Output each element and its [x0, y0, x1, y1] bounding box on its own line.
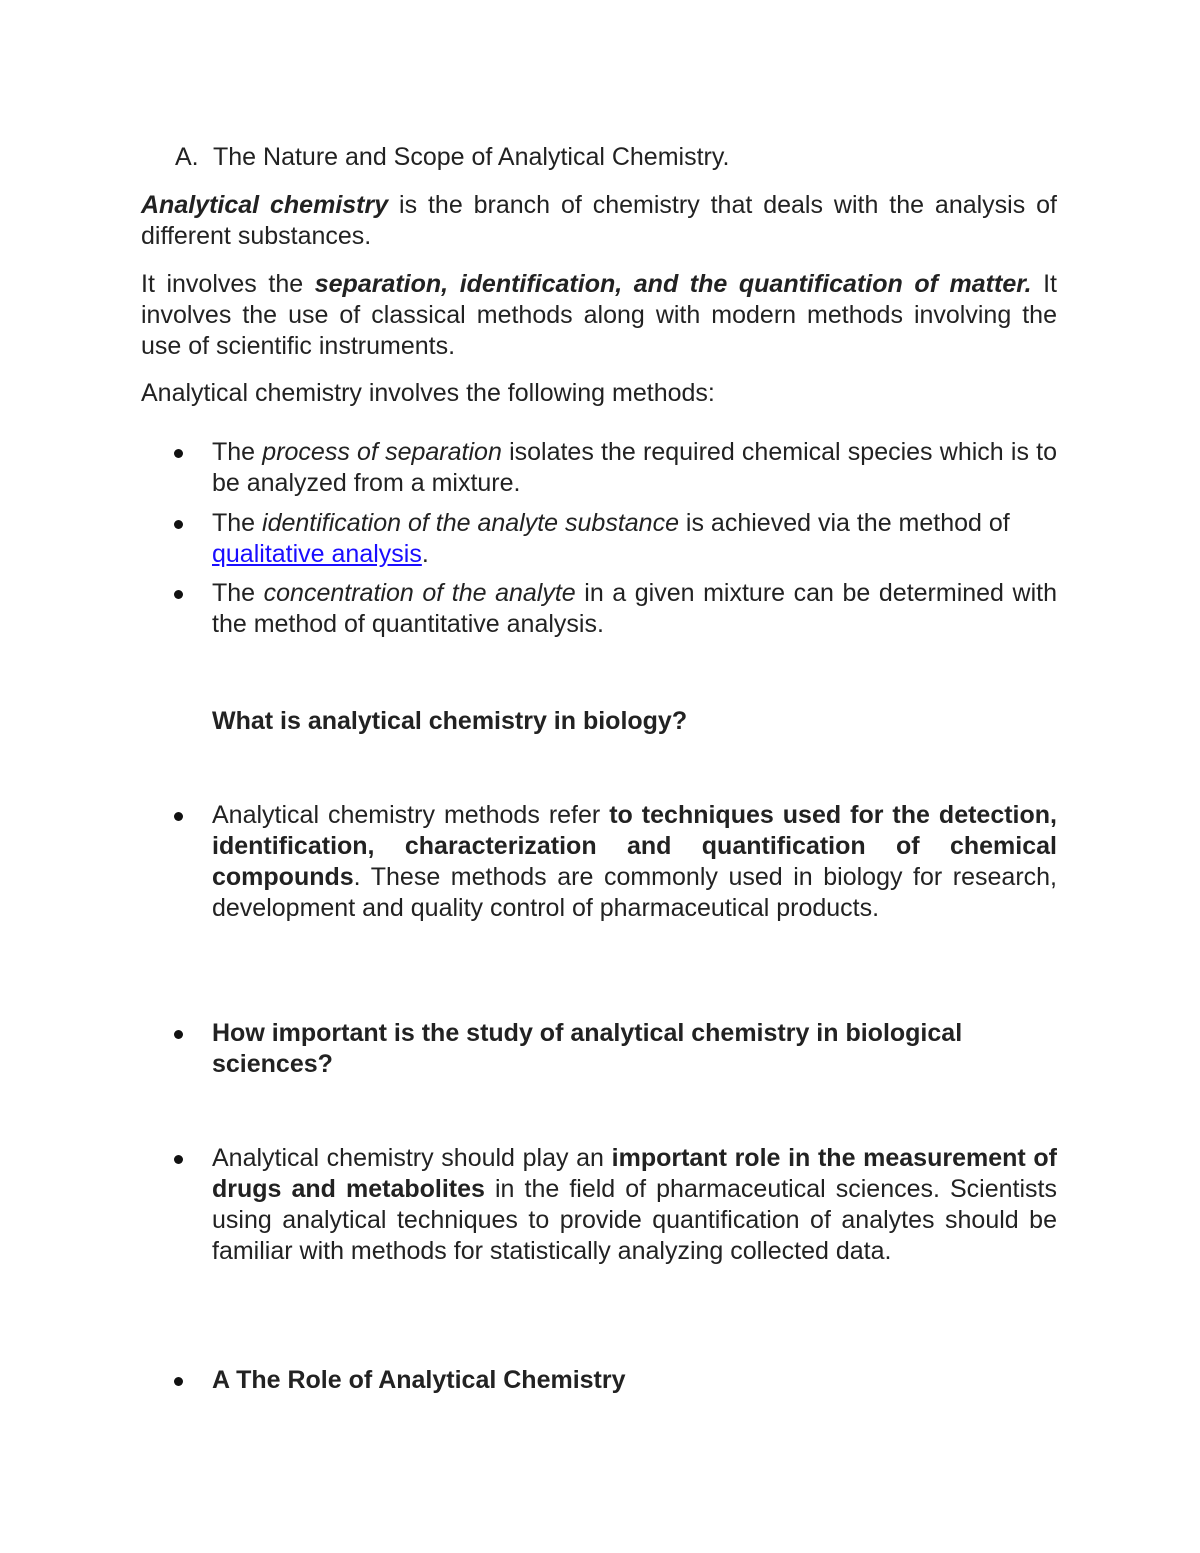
definition-paragraph — [141, 190, 1057, 252]
scope-rest: It involves the use of classical methods along with modern methods involving the use of scientific instruments. — [141, 270, 1058, 360]
defined-term: Analytical chemistry — [141, 191, 389, 219]
method-mid: is achieved via the method of — [678, 509, 1010, 537]
methods-intro: Analytical chemistry involves the following methods: — [141, 379, 715, 407]
bullet-icon — [174, 520, 183, 529]
answer-bold: to techniques used for the detection, identification, characterization and quantification of chemical compounds — [212, 801, 1057, 891]
final-heading-item — [212, 1365, 1057, 1396]
scope-emphasis: separation, identification, and the quantification of matter. — [314, 270, 1032, 298]
method-item-separation — [212, 437, 1057, 499]
section-title-text: The Nature and Scope of Analytical Chemistry. — [213, 143, 730, 171]
definition-text: is the branch of chemistry that deals with the analysis of different substances. — [141, 191, 1057, 250]
answer-rest: . These methods are commonly used in biology for research, development and quality control of pharmaceutical products. — [212, 863, 1057, 922]
bullet-icon — [174, 1030, 183, 1039]
method-emphasis: identification of the analyte substance — [262, 509, 679, 537]
final-heading-text: A The Role of Analytical Chemistry — [212, 1366, 626, 1394]
method-lead: The — [212, 579, 264, 607]
qualitative-analysis-link[interactable]: qualitative analysis — [212, 540, 422, 568]
bullet-icon — [174, 449, 183, 458]
question-item-importance — [212, 1018, 1057, 1080]
scope-lead: It involves the — [141, 270, 315, 298]
question-importance-text: How important is the study of analytical chemistry in biological sciences? — [212, 1019, 963, 1078]
answer-lead: Analytical chemistry should play an — [212, 1144, 612, 1172]
method-emphasis: concentration of the analyte — [263, 579, 576, 607]
answer-item-biology — [212, 800, 1057, 924]
method-lead: The — [212, 509, 263, 537]
method-rest: in a given mixture can be determined with the method of quantitative analysis. — [212, 579, 1057, 638]
section-marker: A. — [175, 143, 199, 171]
answer-lead: Analytical chemistry methods refer — [212, 801, 610, 829]
method-rest: isolates the required chemical species which is to be analyzed from a mixture. — [212, 438, 1058, 497]
bullet-icon — [174, 1155, 183, 1164]
bullet-icon — [174, 812, 183, 821]
answer-bold: important role in the measurement of drugs and metabolites — [212, 1144, 1057, 1203]
method-end: . — [421, 540, 429, 568]
question-heading-biology: What is analytical chemistry in biology? — [212, 707, 688, 735]
bullet-icon — [174, 590, 183, 599]
scope-paragraph — [141, 269, 1057, 362]
bullet-icon — [174, 1377, 183, 1386]
answer-item-importance — [212, 1143, 1057, 1267]
method-emphasis: process of separation — [262, 438, 502, 466]
method-item-identification — [212, 508, 1057, 570]
answer-rest: in the field of pharmaceutical sciences. Scientists using analytical techniques to provide quantification of analytes should be familiar with methods for statistically analyzing collected data. — [212, 1175, 1057, 1265]
section-title — [175, 142, 729, 173]
method-item-concentration — [212, 578, 1057, 640]
method-lead: The — [212, 438, 263, 466]
